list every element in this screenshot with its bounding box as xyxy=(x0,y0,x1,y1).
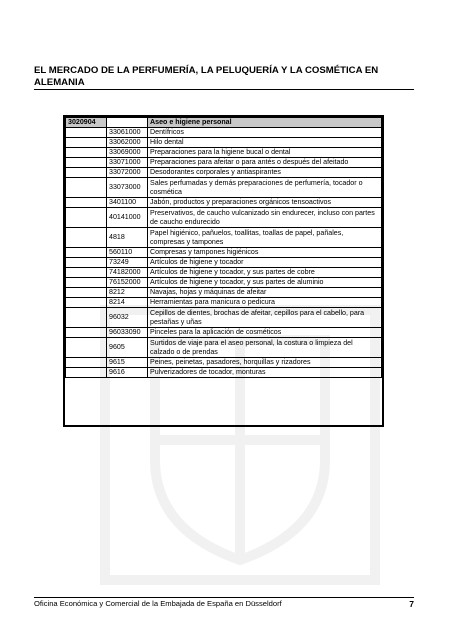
code-cell: 9605 xyxy=(107,338,148,358)
description-cell: Surtidos de viaje para el aseo personal, la costura o limpieza del calzado o de prendas xyxy=(148,338,382,358)
empty-cell xyxy=(66,138,107,148)
empty-cell xyxy=(66,298,107,308)
code-cell: 96032 xyxy=(107,308,148,328)
code-cell: 76152000 xyxy=(107,278,148,288)
code-cell: 8214 xyxy=(107,298,148,308)
code-cell: 33073000 xyxy=(107,178,148,198)
empty-cell xyxy=(66,158,107,168)
code-cell: 33062000 xyxy=(107,138,148,148)
group-label-cell: Aseo e higiene personal xyxy=(148,118,382,128)
table-row xyxy=(66,178,382,198)
table-row xyxy=(66,268,382,278)
code-cell: 33061000 xyxy=(107,128,148,138)
description-cell: Herramientas para manicura o pedicura xyxy=(148,298,382,308)
description-cell: Sales perfumadas y demás preparaciones de perfumería, tocador o cosmética xyxy=(148,178,382,198)
table-row xyxy=(66,278,382,288)
table-header-row xyxy=(66,118,382,128)
empty-cell xyxy=(66,308,107,328)
table-row xyxy=(66,158,382,168)
description-cell: Dentífricos xyxy=(148,128,382,138)
description-cell: Navajas, hojas y máquinas de afeitar xyxy=(148,288,382,298)
table-row xyxy=(66,368,382,378)
empty-cell xyxy=(66,338,107,358)
code-cell: 9615 xyxy=(107,358,148,368)
table-row xyxy=(66,228,382,248)
code-cell: 40141000 xyxy=(107,208,148,228)
description-cell: Artículos de higiene y tocador, y sus partes de aluminio xyxy=(148,278,382,288)
description-cell: Preparaciones para la higiene bucal o dental xyxy=(148,148,382,158)
table-row xyxy=(66,168,382,178)
page-title: EL MERCADO DE LA PERFUMERÍA, LA PELUQUERÍA Y LA COSMÉTICA EN ALEMANIA xyxy=(34,65,414,90)
description-cell: Preservativos, de caucho vulcanizado sin endurecer, incluso con partes de caucho endurecido xyxy=(148,208,382,228)
description-cell: Artículos de higiene y tocador xyxy=(148,258,382,268)
description-cell: Compresas y tampones higiénicos xyxy=(148,248,382,258)
table-row xyxy=(66,208,382,228)
empty-cell xyxy=(66,228,107,248)
empty-cell xyxy=(66,178,107,198)
code-cell: 4818 xyxy=(107,228,148,248)
table-row xyxy=(66,148,382,158)
page-footer xyxy=(34,597,414,609)
empty-cell xyxy=(66,268,107,278)
table-row xyxy=(66,298,382,308)
description-cell: Pinceles para la aplicación de cosméticos xyxy=(148,328,382,338)
description-cell: Desodorantes corporales y antiaspirantes xyxy=(148,168,382,178)
empty-cell xyxy=(66,278,107,288)
description-cell: Preparaciones para afeitar o para antés o después del afeitado xyxy=(148,158,382,168)
empty-cell xyxy=(66,368,107,378)
table-row xyxy=(66,358,382,368)
code-cell: 33071000 xyxy=(107,158,148,168)
description-cell: Artículos de higiene y tocador, y sus partes de cobre xyxy=(148,268,382,278)
table-row xyxy=(66,198,382,208)
table-row xyxy=(66,288,382,298)
empty-cell xyxy=(66,248,107,258)
description-cell: Papel higiénico, pañuelos, toallitas, toallas de papel, pañales, compresas y tampones xyxy=(148,228,382,248)
empty-cell xyxy=(66,208,107,228)
code-cell: 96033090 xyxy=(107,328,148,338)
empty-cell xyxy=(66,288,107,298)
code-cell: 3401100 xyxy=(107,198,148,208)
table-row xyxy=(66,138,382,148)
description-cell: Hilo dental xyxy=(148,138,382,148)
code-cell: 33069000 xyxy=(107,148,148,158)
code-cell: 560110 xyxy=(107,248,148,258)
empty-cell xyxy=(66,328,107,338)
empty-cell xyxy=(66,358,107,368)
table-row xyxy=(66,248,382,258)
table-row xyxy=(66,128,382,138)
empty-cell xyxy=(66,258,107,268)
code-cell: 33072000 xyxy=(107,168,148,178)
code-cell: 73249 xyxy=(107,258,148,268)
empty-cell xyxy=(66,168,107,178)
table-row xyxy=(66,328,382,338)
description-cell: Jabón, productos y preparaciones orgánicos tensoactivos xyxy=(148,198,382,208)
empty-header-cell xyxy=(107,118,148,128)
code-cell: 74182000 xyxy=(107,268,148,278)
description-cell: Pulverizadores de tocador, monturas xyxy=(148,368,382,378)
empty-cell xyxy=(66,198,107,208)
table-row xyxy=(66,308,382,328)
page-number: 7 xyxy=(409,599,414,609)
empty-cell xyxy=(66,148,107,158)
group-code-cell: 3020904 xyxy=(66,118,107,128)
description-cell: Peines, peinetas, pasadores, horquillas y rizadores xyxy=(148,358,382,368)
table-row xyxy=(66,338,382,358)
footer-text: Oficina Económica y Comercial de la Embajada de España en Düsseldorf xyxy=(34,599,282,608)
code-cell: 9616 xyxy=(107,368,148,378)
empty-cell xyxy=(66,128,107,138)
description-cell: Cepillos de dientes, brochas de afeitar, cepillos para el cabello, para pestañas y uñas xyxy=(148,308,382,328)
code-cell: 8212 xyxy=(107,288,148,298)
product-code-table xyxy=(63,115,384,427)
table-row xyxy=(66,258,382,268)
